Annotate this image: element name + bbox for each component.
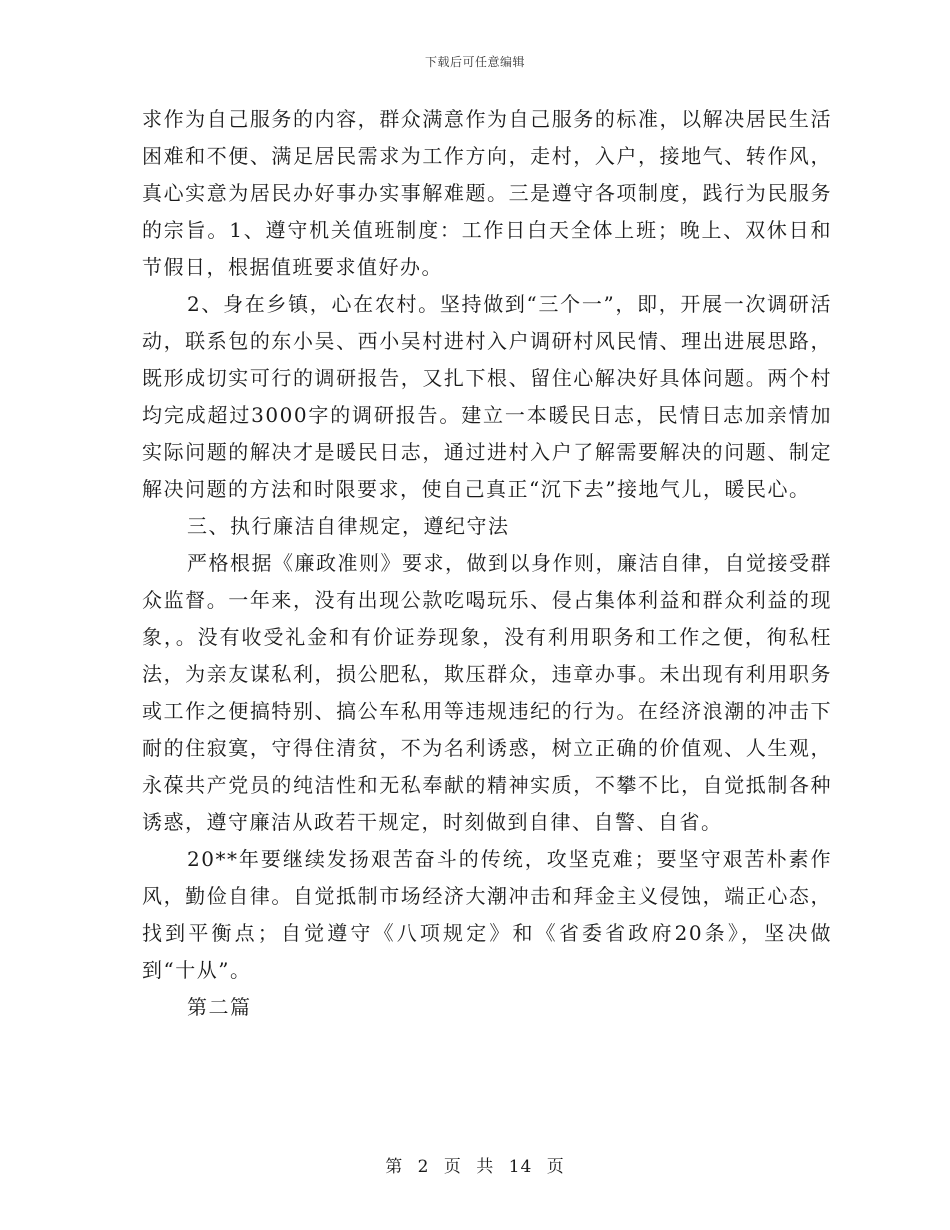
footer-current-page: 2 [417,1157,430,1177]
footer-total-pages: 14 [508,1157,533,1177]
footer-label-page: 第 [385,1157,404,1177]
document-body [142,101,832,1026]
footer-label-unit: 页 [443,1157,462,1177]
body-paragraph: 20**年要继续发扬艰苦奋斗的传统，攻坚克难；要坚守艰苦朴素作风，勤俭自律。自觉抵制市场经济大潮冲击和拜金主义侵蚀，端正心态，找到平衡点；自觉遵守《八项规定》和《省委省政府20条》，坚决做到“十从”。 [142,847,832,982]
body-paragraph: 严格根据《廉政准则》要求，做到以身作则，廉洁自律，自觉接受群众监督。一年来，没有出现公款吃喝玩乐、侵占集体利益和群众利益的现象，。没有收受礼金和有价证券现象，没有利用职务和工作之便，徇私枉法，为亲友谋私利，损公肥私，欺压群众，违章办事。未出现有利用职务或工作之便搞特别、搞公车私用等违规违纪的行为。在经济浪潮的冲击下耐的住寂寞，守得住清贫，不为名利诱惑，树立正确的价值观、人生观，永葆共产党员的纯洁性和无私奉献的精神实质，不攀不比，自觉抵制各种诱惑，遵守廉洁从政若干规定，时刻做到自律、自警、自省。 [142,551,832,834]
page-number-footer [0,1152,950,1177]
section-heading: 三、执行廉洁自律规定，遵纪守法 [187,514,510,538]
footer-label-total: 共 [476,1157,495,1177]
chapter-heading: 第二篇 [187,995,252,1019]
page-header-note: 下载后可任意编辑 [424,55,525,69]
body-paragraph: 2、身在乡镇，心在农村。坚持做到“三个一”，即，开展一次调研活动，联系包的东小吴、西小吴村进村入户调研村风民情、理出进展思路，既形成切实可行的调研报告，又扎下根、留住心解决好具体问题。两个村均完成超过3000字的调研报告。建立一本暖民日志，民情日志加亲情加实际问题的解决才是暖民日志，通过进村入户了解需要解决的问题、制定解决问题的方法和时限要求，使自己真正“沉下去”接地气儿，暖民心。 [142,292,832,501]
footer-label-unit-2: 页 [546,1157,565,1177]
body-paragraph: 求作为自己服务的内容，群众满意作为自己服务的标准，以解决居民生活困难和不便、满足居民需求为工作方向，走村，入户，接地气、转作风，真心实意为居民办好事办实事解难题。三是遵守各项制度，践行为民服务的宗旨。1、遵守机关值班制度：工作日白天全体上班；晚上、双休日和节假日，根据值班要求值好办。 [142,107,832,279]
